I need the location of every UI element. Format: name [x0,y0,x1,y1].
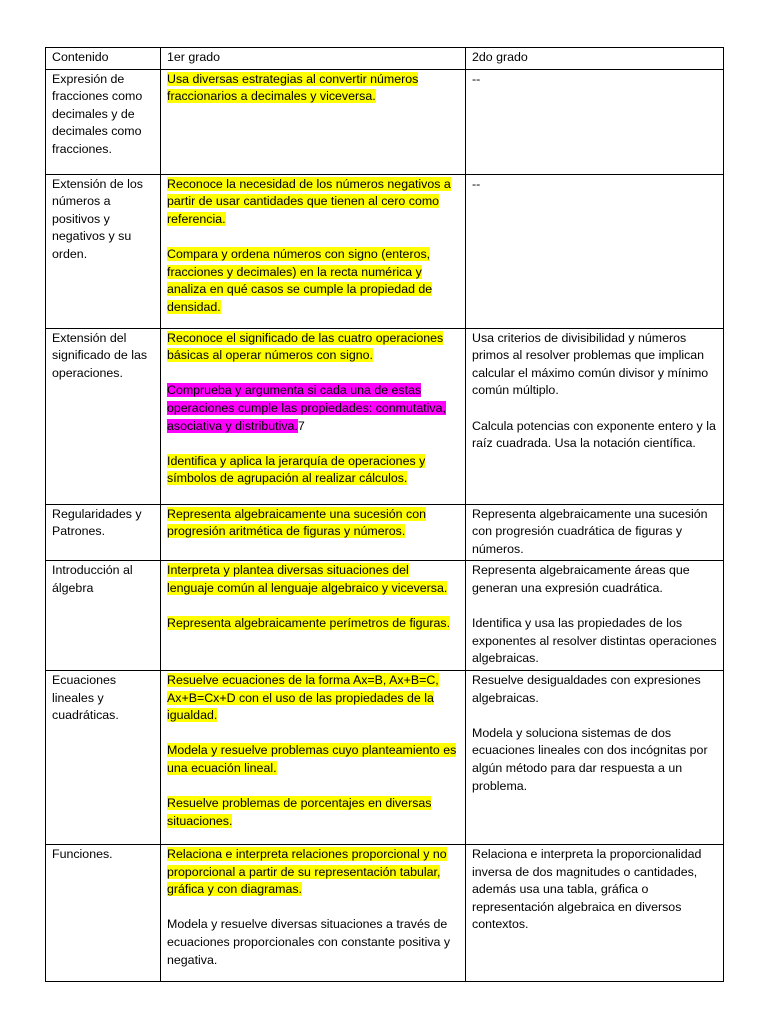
grade1-paragraph [167,382,459,435]
grade1-text: Resuelve problemas de porcentajes en diversas situaciones. [167,796,432,828]
header-1er-grado: 1er grado [161,48,466,70]
grade2-cell [466,561,724,671]
contenido-cell: Expresión de fracciones como decimales y de decimales como fracciones. [46,69,161,174]
grade2-cell [466,844,724,981]
curriculum-table [45,47,724,982]
grade1-paragraph [167,562,459,597]
contenido-cell: Introducción al álgebra [46,561,161,671]
grade1-cell [161,844,466,981]
contenido-cell: Regularidades y Patrones. [46,504,161,561]
grade1-text: Usa diversas estrategias al convertir números fraccionarios a decimales y viceversa. [167,71,419,104]
grade1-text: Relaciona e interpreta relaciones proporcional y no proporcional a partir de su representación tabular, gráfica y con diagramas. [167,846,447,897]
grade1-cell [161,670,466,844]
grade1-text: Comprueba y argumenta si cada una de estas operaciones cumple las propiedades: conmutativa, asociativa y distributiva. [167,383,446,433]
table-row [46,844,724,981]
grade2-cell [466,69,724,174]
table-row [46,670,724,844]
grade1-cell [161,174,466,328]
table-row [46,561,724,671]
grade1-cell [161,328,466,504]
header-2do-grado: 2do grado [466,48,724,70]
grade1-paragraph [167,330,459,365]
grade1-cell [161,561,466,671]
grade1-text: Modela y resuelve problemas cuyo planteamiento es una ecuación lineal. [167,743,457,775]
grade2-paragraph: Representa algebraicamente áreas que generan una expresión cuadrática. [472,563,690,595]
grade1-paragraph [167,846,459,899]
grade1-text: Representa algebraicamente una sucesión con progresión aritmética de figuras y números. [167,506,426,539]
grade1-text: Modela y resuelve diversas situaciones a través de ecuaciones proporcionales con constante positiva y negativa. [167,917,451,967]
grade1-paragraph [167,246,459,316]
table-row [46,174,724,328]
grade2-paragraph: Usa criterios de divisibilidad y números primos al resolver problemas que implican calcular el máximo común divisor y mínimo común múltiplo. [472,330,709,398]
contenido-cell: Extensión del significado de las operaciones. [46,328,161,504]
grade2-cell [466,504,724,561]
grade1-paragraph [167,795,459,830]
grade2-paragraph: Modela y soluciona sistemas de dos ecuaciones lineales con dos incógnitas por algún método para dar respuesta a un problema. [472,725,708,793]
table-body [46,48,724,982]
grade2-cell [466,328,724,504]
grade1-text: Interpreta y plantea diversas situaciones del lenguaje común al lenguaje algebraico y viceversa. [167,563,448,595]
header-contenido: Contenido [46,48,161,70]
table-row [46,328,724,504]
grade1-cell [161,69,466,174]
contenido-cell: Extensión de los números a positivos y negativos y su orden. [46,174,161,328]
grade1-text: Representa algebraicamente perímetros de figuras. [167,616,451,631]
grade2-paragraph: Calcula potencias con exponente entero y la raíz cuadrada. Usa la notación científica. [472,418,716,451]
grade1-text: Resuelve ecuaciones de la forma Ax=B, Ax+B=C, Ax+B=Cx+D con el uso de las propiedades de la igualdad. [167,672,439,723]
grade1-text: Compara y ordena números con signo (enteros, fracciones y decimales) en la recta numérica y analiza en qué casos se cumple la propiedad de densidad. [167,246,433,314]
grade2-paragraph: -- [472,71,481,86]
grade1-paragraph [167,176,459,229]
grade1-paragraph [167,615,459,633]
grade1-paragraph [167,742,459,777]
grade1-text: Reconoce el significado de las cuatro operaciones básicas al operar números con signo. [167,330,444,363]
grade1-paragraph [167,916,459,969]
grade1-suffix: 7 [297,418,305,433]
grade1-paragraph [167,453,459,488]
contenido-cell: Funciones. [46,844,161,981]
contenido-cell: Ecuaciones lineales y cuadráticas. [46,670,161,844]
grade2-paragraph: Resuelve desigualdades con expresiones algebraicas. [472,672,701,705]
table-row [46,69,724,174]
grade1-text: Reconoce la necesidad de los números negativos a partir de usar cantidades que tienen al cero como referencia. [167,176,451,226]
grade1-text: Identifica y aplica la jerarquía de operaciones y símbolos de agrupación al realizar cálculos. [167,453,426,486]
grade1-paragraph [167,71,459,106]
grade2-paragraph: Identifica y usa las propiedades de los exponentes al resolver distintas operaciones algebraicas. [472,616,717,666]
table-row [46,504,724,561]
grade2-paragraph: -- [472,176,481,191]
header-row [46,48,724,70]
grade2-cell [466,174,724,328]
grade1-paragraph [167,506,459,541]
grade1-paragraph [167,672,459,725]
grade2-paragraph: Relaciona e interpreta la proporcionalidad inversa de dos magnitudes o cantidades, además usa una tabla, gráfica o representación algebraica en diversos contextos. [472,846,702,932]
grade2-paragraph: Representa algebraicamente una sucesión con progresión cuadrática de figuras y números. [472,506,708,556]
grade1-cell [161,504,466,561]
grade2-cell [466,670,724,844]
